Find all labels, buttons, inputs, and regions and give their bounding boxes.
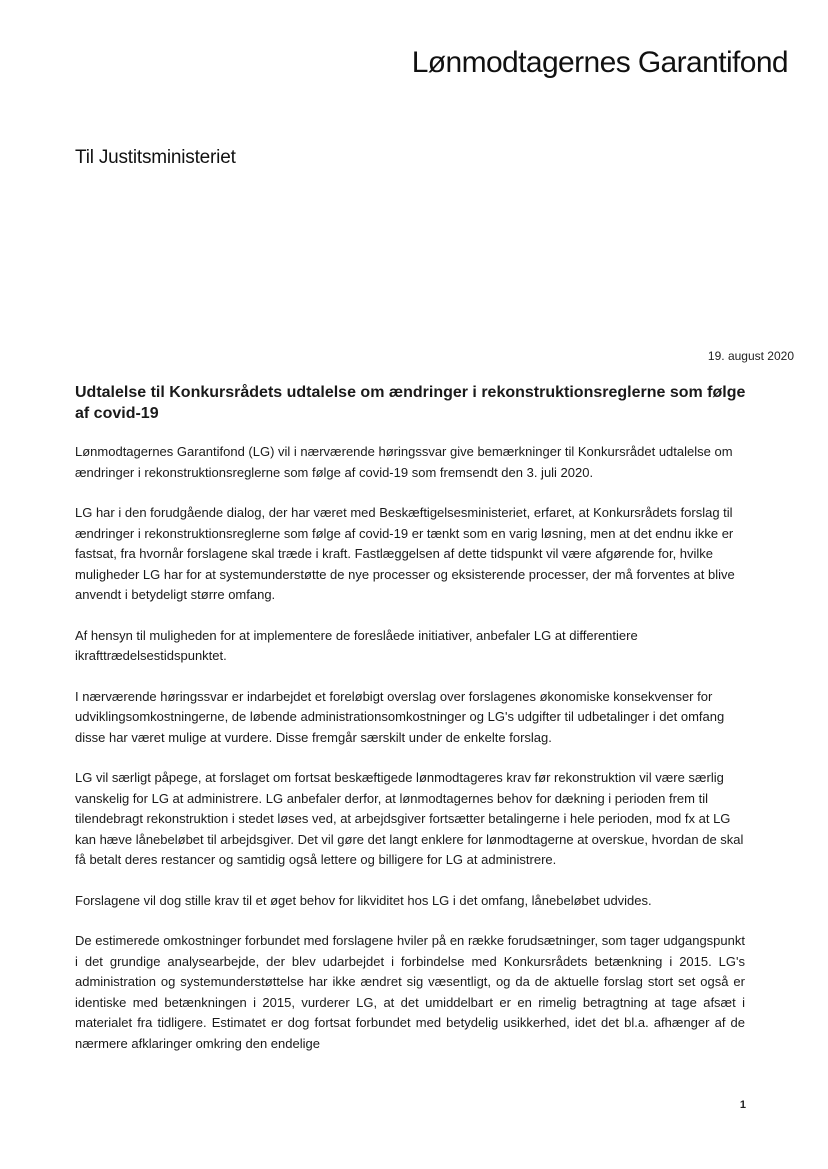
- paragraph-economic-estimate: I nærværende høringssvar er indarbejdet et foreløbigt overslag over forslagenes økonomiske konsekvenser for udviklingsomkostningerne, de løbende administrationsomkostninger og LG's udgifter til udbetalinger i det omfang disse har været mulige at vurdere. Disse fremgår særskilt under de enkelte forslag.: [75, 688, 725, 745]
- letterhead-logo: Lønmodtagernes Garantifond: [411, 46, 788, 79]
- paragraph-cost-assumptions: De estimerede omkostninger forbundet med forslagene hviler på en række forudsætninger, som tager udgangspunkt i det grundige analysearbejde, der blev udarbejdet i forbindelse med Konkursrådets betænkning i 2015. LG's administration og systemunderstøttelse har ikke ændret sig væsentligt, og da de aktuelle forslag stort set også er identiske med betænkningen i 2015, vurderer LG, at det umiddelbart er en rimelig betragtning at tage afsæt i materialet fra tidligere. Estimatet er dog fortsat forbundet med betydelig usikkerhed, idet det bl.a. afhænger af de nærmere afklaringer omkring den endelige: [75, 933, 745, 1051]
- paragraph-dialog: LG har i den forudgående dialog, der har været med Beskæftigelsesministeriet, erfaret, at Konkursrådets forslag til ændringer i rekonstruktionsreglerne som følge af covid-19 er tænkt som en varig løsning, men at det endnu ikke er fastsat, fra hvornår forslagene skal træde i kraft. Fastlæggelsen af dette tidspunkt vil være afgørende for, hvilke muligheder LG har for at systemunderstøtte de nye processer og eksisterende processer, der må forventes at blive anvendt i betydeligt større omfang.: [75, 505, 735, 602]
- paragraph-administration: LG vil særligt påpege, at forslaget om fortsat beskæftigede lønmodtageres krav før rekonstruktion vil være særlig vanskelig for LG at administrere. LG anbefaler derfor, at lønmodtagernes behov for dækning i perioden frem til tilendebragt rekonstruktion i stedet løses ved, at arbejdsgiver fortsætter betalingerne i hele perioden, mod fx at LG kan hæve lånebeløbet til arbejdsgiver. Det vil gøre det langt enklere for lønmodtagerne at overskue, hvordan de skal få betalt deres restancer og samtidig også lettere og billigere for LG at administrere.: [75, 770, 744, 867]
- document-body: [75, 442, 745, 1074]
- paragraph-implementation: Af hensyn til muligheden for at implementere de foreslåede initiativer, anbefaler LG at differentiere ikrafttrædelsestidspunktet.: [75, 627, 638, 663]
- paragraph-intro: Lønmodtagernes Garantifond (LG) vil i nærværende høringssvar give bemærkninger til Konkursrådet udtalelse om ændringer i rekonstruktionsreglerne som følge af covid-19 som fremsendt den 3. juli 2020.: [75, 444, 733, 480]
- paragraph-liquidity: Forslagene vil dog stille krav til et øget behov for likviditet hos LG i det omfang, lånebeløbet udvides.: [75, 892, 652, 908]
- recipient-heading: Til Justitsministeriet: [75, 147, 236, 168]
- letter-date: 19. august 2020: [707, 349, 794, 363]
- document-title: Udtalelse til Konkursrådets udtalelse om ændringer i rekonstruktionsreglerne som følge af covid-19: [75, 384, 746, 422]
- page-number: 1: [739, 1099, 746, 1111]
